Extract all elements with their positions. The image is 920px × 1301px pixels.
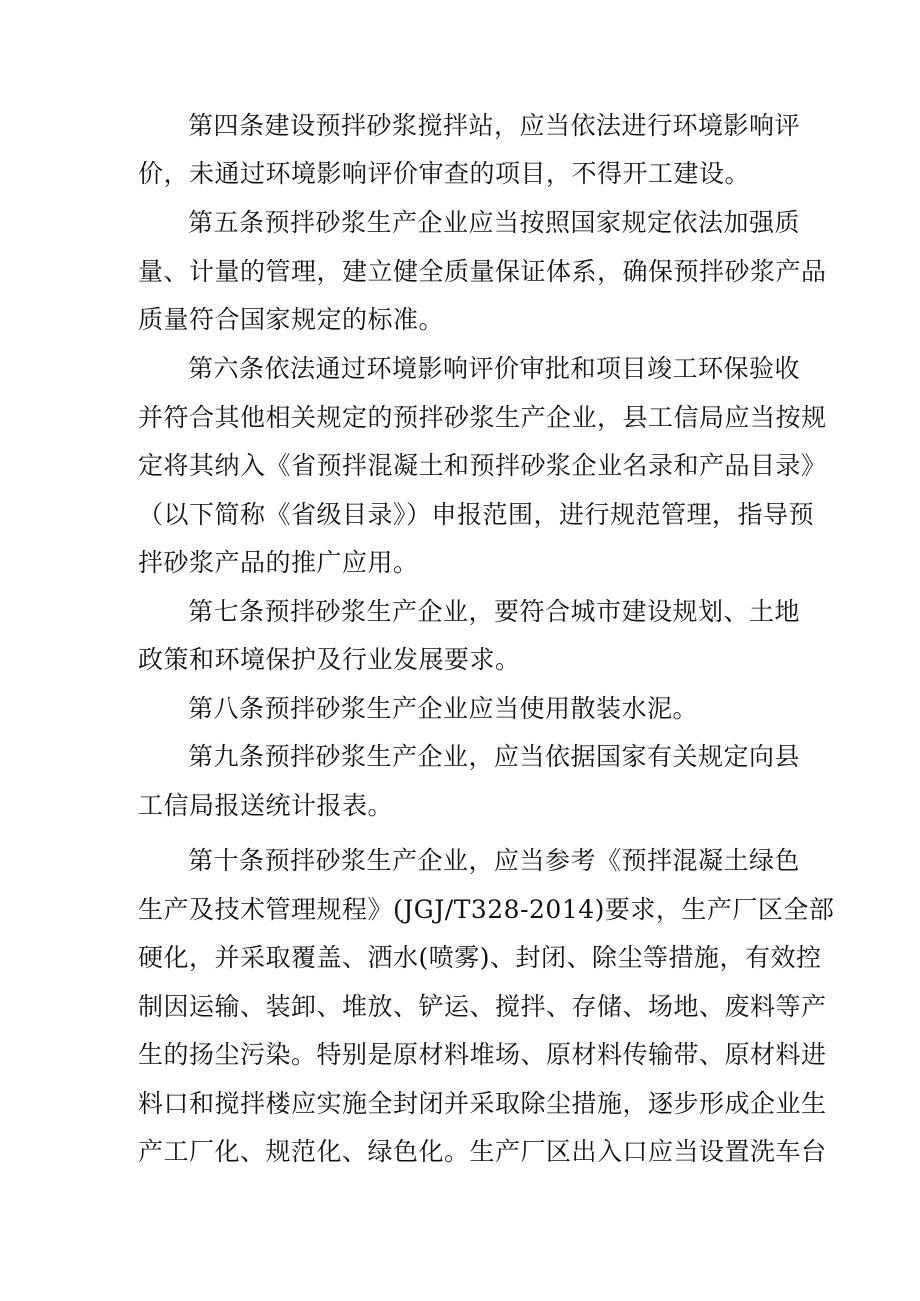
- article-10-line-4: 制因运输、装卸、堆放、铲运、搅拌、存储、场地、废料等产: [138, 992, 827, 1021]
- article-6-line-4: （以下简称《省级目录》）申报范围，进行规范管理，指导预: [138, 500, 815, 529]
- article-6-line-2: 并符合其他相关规定的预拌砂浆生产企业，县工信局应当按规: [138, 403, 827, 432]
- article-10-line-2: 生产及技术管理规程》(JGJ/T328-2014)要求，生产厂区全部: [138, 895, 835, 924]
- article-10-line-3: 硬化，并采取覆盖、洒水(喷雾)、封闭、除尘等措施，有效控: [138, 943, 822, 972]
- article-8-line-1: 第八条预拌砂浆生产企业应当使用散装水泥。: [188, 694, 699, 723]
- article-10-line-6: 料口和搅拌楼应实施全封闭并采取除尘措施，逐步形成企业生: [138, 1089, 827, 1118]
- article-9-line-2: 工信局报送统计报表。: [138, 791, 394, 820]
- article-6-line-1: 第六条依法通过环境影响评价审批和项目竣工环保验收: [188, 354, 801, 383]
- article-5-line-3: 质量符合国家规定的标准。: [138, 305, 445, 334]
- article-6-line-5: 拌砂浆产品的推广应用。: [138, 548, 419, 577]
- article-7-line-1: 第七条预拌砂浆生产企业，要符合城市建设规划、土地: [188, 597, 801, 626]
- article-4-line-1: 第四条建设预拌砂浆搅拌站，应当依法进行环境影响评: [188, 111, 801, 140]
- article-5-line-1: 第五条预拌砂浆生产企业应当按照国家规定依法加强质: [188, 208, 801, 237]
- article-9-line-1: 第九条预拌砂浆生产企业，应当依据国家有关规定向县: [188, 742, 801, 771]
- article-10-line-5: 生的扬尘污染。特别是原材料堆场、原材料传输带、原材料进: [138, 1040, 827, 1069]
- article-7-line-2: 政策和环境保护及行业发展要求。: [138, 645, 521, 674]
- article-5-line-2: 量、计量的管理，建立健全质量保证体系，确保预拌砂浆产品: [138, 257, 827, 286]
- article-4-line-2: 价，未通过环境影响评价审查的项目，不得开工建设。: [138, 159, 751, 188]
- article-10-line-7: 产工厂化、规范化、绿色化。生产厂区出入口应当设置洗车台: [138, 1137, 827, 1166]
- article-10-line-1: 第十条预拌砂浆生产企业，应当参考《预拌混凝土绿色: [188, 846, 801, 875]
- article-6-line-3: 定将其纳入《省预拌混凝土和预拌砂浆企业名录和产品目录》: [138, 451, 827, 480]
